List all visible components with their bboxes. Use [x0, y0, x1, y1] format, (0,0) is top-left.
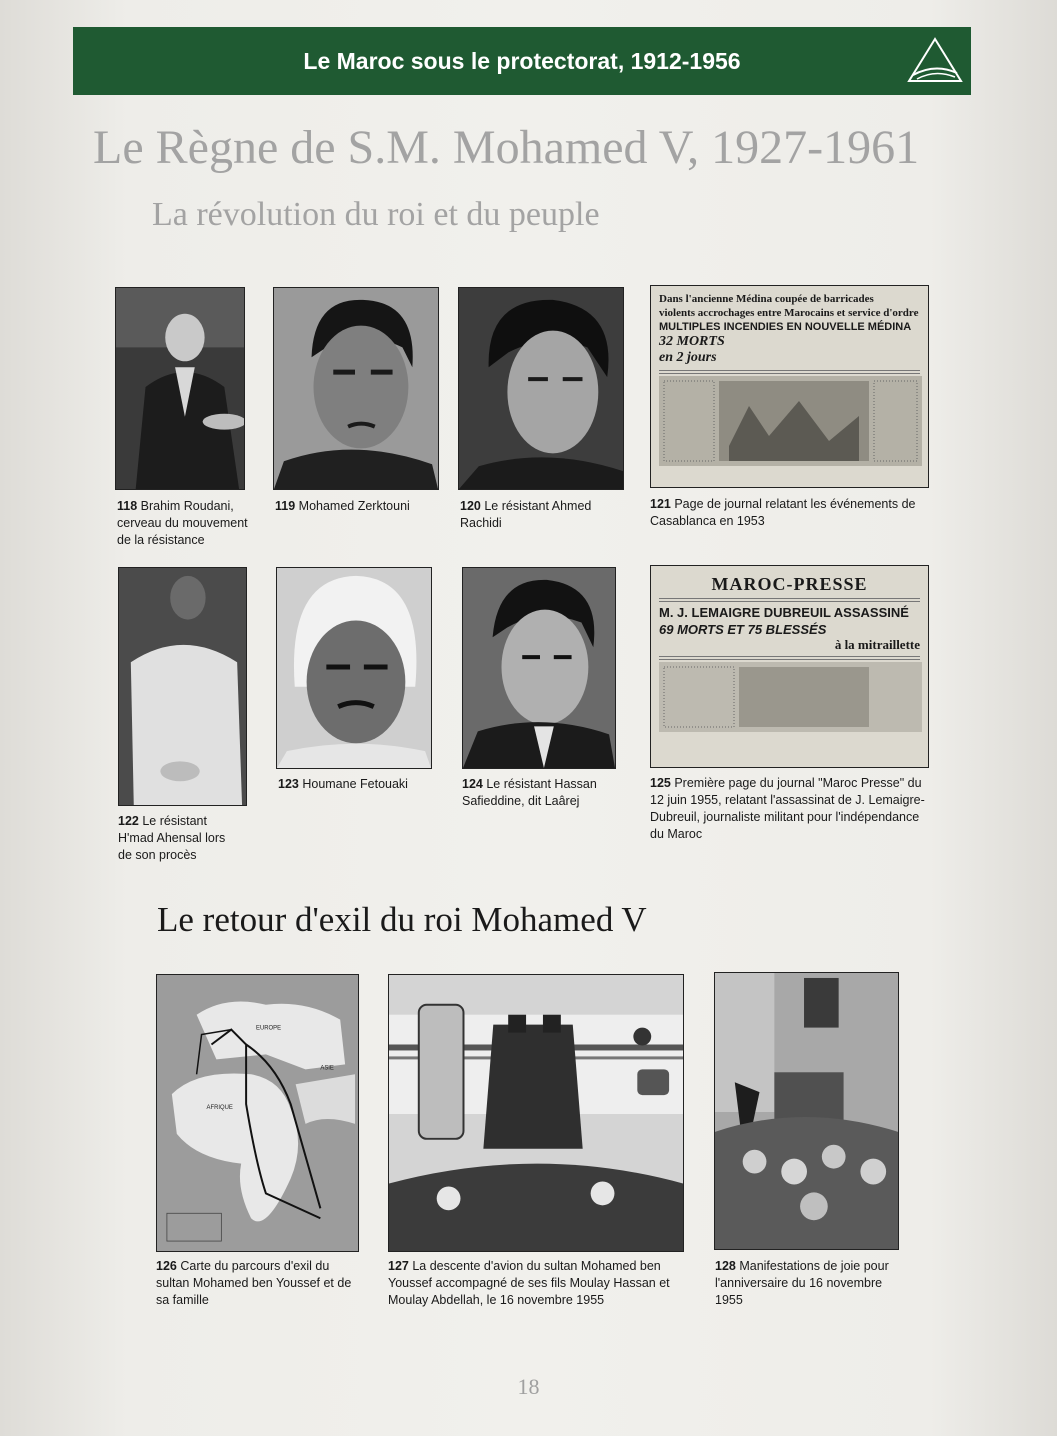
newspaper-1953-line3: MULTIPLES INCENDIES EN NOUVELLE MÉDINA — [659, 321, 912, 333]
photo-123-portrait — [276, 567, 432, 769]
caption-127: 127 La descente d'avion du sultan Mohamed ben Youssef accompagné de ses fils Moulay Hassan et Moulay Abdellah, le 16 novembre 1955 — [388, 1259, 670, 1307]
banner-title: Le Maroc sous le protectorat, 1912-1956 — [303, 47, 741, 74]
caption-128: 128 Manifestations de joie pour l'anniversaire du 16 novembre 1955 — [715, 1259, 889, 1307]
caption-121: 121 Page de journal relatant les événements de Casablanca en 1953 — [650, 497, 916, 528]
caption-118: 118 Brahim Roudani, cerveau du mouvement de la résistance — [117, 499, 248, 547]
caption-126: 126 Carte du parcours d'exil du sultan Mohamed ben Youssef et de sa famille — [156, 1259, 352, 1307]
newspaper-subheadline-1: 69 MORTS ET 75 BLESSÉS — [659, 622, 827, 637]
newspaper-1953-line1: Dans l'ancienne Médina coupée de barricades — [659, 293, 874, 305]
photo-120-portrait — [458, 287, 624, 490]
caption-125: 125 Première page du journal "Maroc Presse" du 12 juin 1955, relatant l'assassinat de J. Lemaigre-Dubreuil, journaliste militant pour l'indépendance du Maroc — [650, 776, 925, 841]
newspaper-maroc-presse-1955 — [650, 565, 929, 768]
photo-128-celebration — [714, 972, 899, 1250]
caption-120: 120 Le résistant Ahmed Rachidi — [460, 499, 592, 530]
newspaper-1953 — [650, 285, 929, 488]
photo-124-portrait — [462, 567, 616, 769]
caption-119: 119 Mohamed Zerktouni — [275, 499, 410, 513]
newspaper-1953-photo — [659, 376, 922, 466]
caption-124: 124 Le résistant Hassan Safieddine, dit Laârej — [462, 777, 597, 808]
newspaper-1955-photo — [659, 662, 922, 732]
pyramid-logo-icon — [905, 35, 965, 87]
caption-122: 122 Le résistant H'mad Ahensal lors de son procès — [118, 814, 226, 862]
page-title: Le Règne de S.M. Mohamed V, 1927-1961 — [93, 121, 920, 174]
newspaper-1953-line2: violents accrochages entre Marocains et service d'ordre — [659, 307, 919, 319]
newspaper-headline: M. J. LEMAIGRE DUBREUIL ASSASSINÉ — [659, 605, 909, 620]
page-number: 18 — [517, 1374, 540, 1399]
page-subtitle: La révolution du roi et du peuple — [152, 196, 600, 233]
map-label-afrique: AFRIQUE — [206, 1105, 233, 1112]
map-label-europe: EUROPE — [256, 1025, 282, 1032]
photo-127-airplane-descent — [388, 974, 684, 1252]
caption-123: 123 Houmane Fetouaki — [278, 777, 408, 791]
newspaper-masthead: MAROC-PRESSE — [711, 574, 868, 594]
newspaper-1953-line4: 32 MORTS — [659, 334, 725, 349]
map-label-asie: ASIE — [320, 1065, 334, 1072]
photo-119-portrait — [273, 287, 439, 490]
newspaper-subheadline-2: à la mitraillette — [834, 638, 920, 652]
photo-122-portrait — [118, 567, 247, 806]
section-title: Le retour d'exil du roi Mohamed V — [157, 900, 647, 939]
header-banner — [73, 27, 971, 95]
photo-118-portrait — [115, 287, 245, 490]
exile-route-map — [156, 974, 359, 1252]
newspaper-1953-line5: en 2 jours — [659, 350, 717, 365]
